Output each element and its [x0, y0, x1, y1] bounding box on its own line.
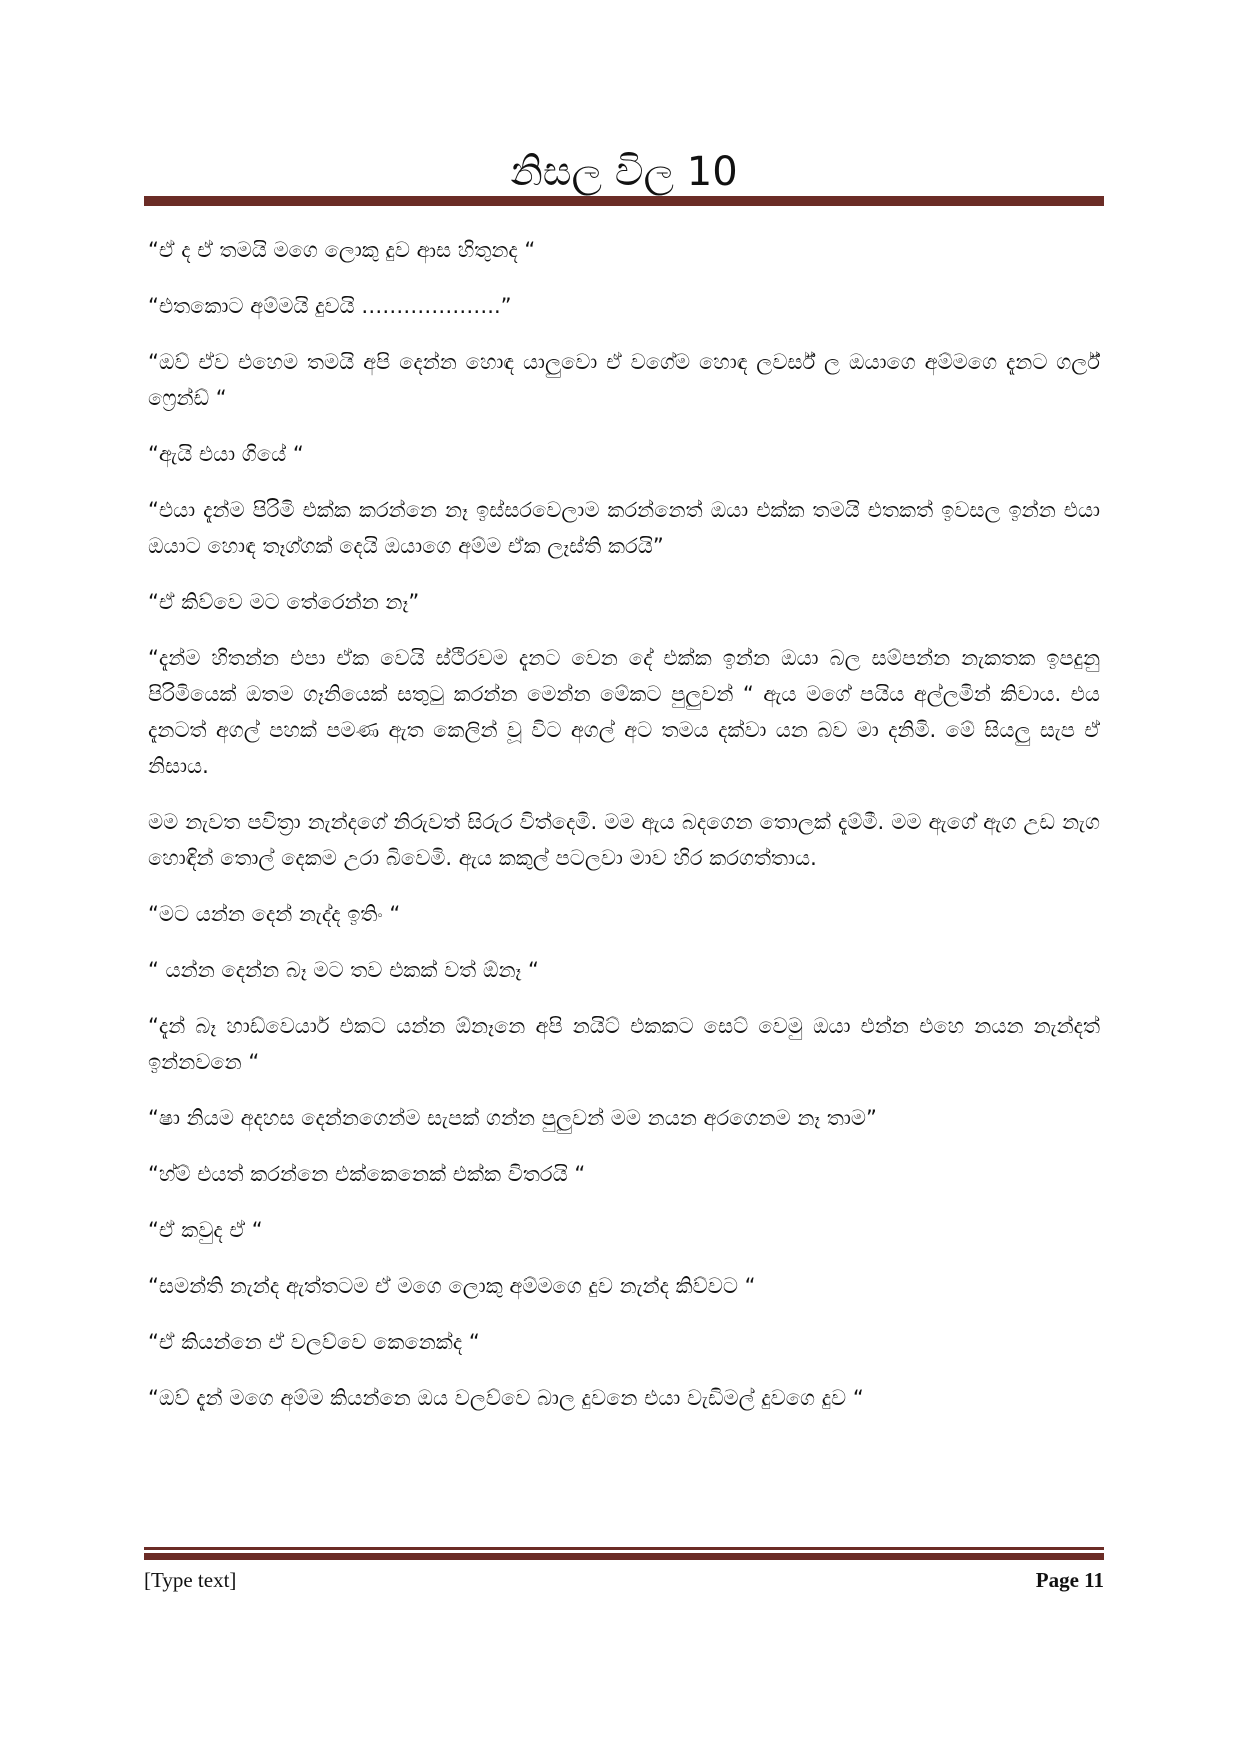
paragraph: “ඒ කියන්නෙ ඒ වලව්වෙ කෙනෙක්ද “ [148, 1330, 480, 1354]
paragraph: “එතකොට අම්මයි දුවයි ………………..” [148, 294, 512, 318]
paragraph: “ඔව් ඒව එහෙම තමයි අපි දෙන්න හොඳ යාලුවො ඒ වගේම හොඳ ලවර්ස් ල ඔයාගෙ අම්මගෙ දැනට ගර්ල් ෆ්‍රෙන්ඩ් “ [148, 350, 1100, 410]
paragraph: “ඒ කිව්වෙ මට තේරෙන්න නෑ” [148, 590, 420, 614]
paragraph: මම නැවත පවිත්‍රා නැන්දගේ නිරුවත් සිරුර විත්දෙමි. මම ඇය බදගෙන තොලක් දැම්මී. මම ඇගේ ඇග උඩ නැග හොඳින් තොල් දෙකම උරා බිවෙමි. ඇය කකුල් පටලවා මාව හිර කරගත්තාය. [148, 810, 1100, 870]
page-footer [144, 1562, 1104, 1598]
footer-placeholder-text: [Type text] [144, 1568, 237, 1592]
paragraph: “ යන්න දෙන්න බෑ මට තව එකක් වත් ඕනෑ “ [148, 958, 539, 982]
document-body [148, 232, 1100, 1472]
paragraph: “සමන්ති නැන්ද ඇත්තටම ඒ මගෙ ලොකු අම්මගෙ දුව නැන්ද කිව්වට “ [148, 1274, 756, 1298]
paragraph: “ඇයි එයා ගියේ “ [148, 442, 304, 466]
paragraph: “දැන් බෑ හාඩ්වෙයාර් එකට යන්න ඕනෑනෙ අපි නයිට් එකකට සෙට් වෙමු ඔයා එන්න එහෙ නයන නැන්දත් ඉන්නවනෙ “ [148, 1014, 1100, 1074]
page-number: Page 11 [1035, 1568, 1104, 1592]
paragraph: “මට යන්න දෙන් නැද්ද ඉතිං “ [148, 902, 401, 926]
paragraph: “ෂා නියම අදහස දෙන්නගෙන්ම සැපක් ගන්න පුලුවන් මම නයන අරගෙනම නෑ තාම” [148, 1106, 877, 1130]
paragraph: “ඒ කවුද ඒ “ [148, 1218, 263, 1242]
paragraph: “ඒ ද ඒ තමයි මගෙ ලොකු දුව ආස හිතුනද “ [148, 238, 536, 262]
page-header-title: නිසල විල 10 [510, 149, 738, 195]
paragraph: “හ්ම් එයත් කරන්නෙ එක්කෙනෙක් එක්ක විතරයි “ [148, 1162, 586, 1186]
paragraph: “එයා දැන්ම පිරිමි එක්ක කරන්නෙ නෑ ඉස්සරවෙලාම කරන්නෙත් ඔයා එක්ක තමයි එතකත් ඉවසල ඉන්න එයා ඔයාට හොඳ තෑග්ගක් දෙයි ඔයාගෙ අම්ම ඒක ලෑස්ති කරයි” [148, 498, 1100, 558]
paragraph: “ඔව් දැන් මගෙ අම්ම කියන්නෙ ඔය වලව්වෙ බාල දුවනෙ එයා වැඩිමල් දුවගෙ දුව “ [148, 1386, 864, 1410]
header-rule-thick [144, 196, 1104, 206]
footer-rule-thick [144, 1553, 1104, 1560]
footer-rule-thin [144, 1547, 1104, 1550]
paragraph: “දැන්ම හිතන්න එපා ඒක වෙයි ස්ථිරවම දැනට වෙන දේ එක්ක ඉන්න ඔයා බල සම්පන්න නැකතක ඉපදුනු පිරිමියෙක් ඔතම ගෑනියෙක් සතුටු කරන්න මෙන්න මේකට පුලුවන් “ ඇය මගේ පයිය අල්ලමින් කිවාය. එය දැනටත් අගල් පහක් පමණ ඇත කෙලින් වූ විට අගල් අට තමය දක්වා යන බව මා දනිමි. මේ සියලු සැප ඒ නිසාය. [148, 646, 1100, 778]
